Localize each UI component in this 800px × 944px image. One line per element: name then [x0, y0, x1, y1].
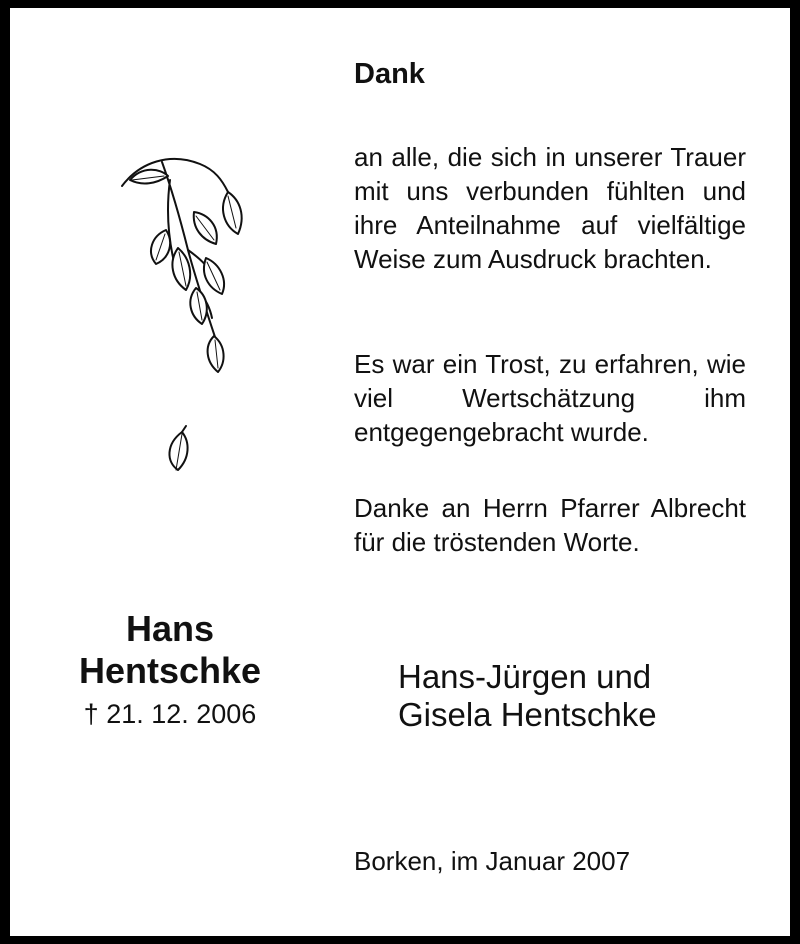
deceased-block: [40, 608, 300, 732]
thanks-paragraph: an alle, die sich in unserer Trauer mit uns verbunden fühlten und ihre Anteilnahme auf vielfältige Weise zum Ausdruck brachten.: [354, 142, 746, 274]
death-date: † 21. 12. 2006: [83, 699, 257, 729]
deceased-first-name: Hans: [125, 608, 215, 649]
deceased-last-name: Hentschke: [78, 650, 262, 691]
comfort-paragraph: Es war ein Trost, zu erfahren, wie viel Wertschätzung ihm entgegengebracht wurde.: [354, 349, 746, 447]
place-and-date: Borken, im Januar 2007: [354, 846, 631, 876]
signers-block: [398, 658, 657, 734]
birch-branch-icon: [110, 140, 260, 500]
signers-line-1: Hans-Jürgen und: [398, 658, 652, 695]
notice-heading: Dank: [354, 58, 425, 90]
pastor-thanks-paragraph: Danke an Herrn Pfarrer Albrecht für die tröstenden Worte.: [354, 493, 746, 557]
signers-line-2: Gisela Hentschke: [398, 696, 657, 733]
